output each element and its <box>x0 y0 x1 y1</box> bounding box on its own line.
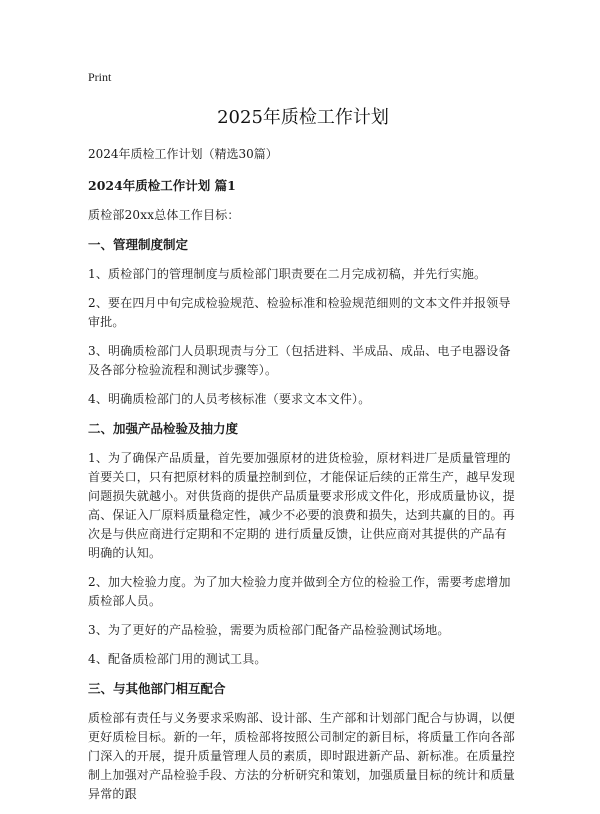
paragraph: 1、质检部门的管理制度与质检部门职责要在二月完成初稿，并先行实施。 <box>88 267 487 281</box>
section-heading-cooperation: 三、与其他部门相互配合 <box>88 681 226 696</box>
document-page <box>88 70 518 814</box>
page-title: 2025年质检工作计划 <box>217 107 389 128</box>
section-heading-management: 一、管理制度制定 <box>88 237 189 252</box>
paragraph: 质检部有责任与义务要求采购部、设计部、生产部和计划部门配合与协调，以便更好质检目标。新的一年，质检部将按照公司制定的新目标，将质量工作向各部门深入的开展，提升质量管理人员的素质，即时跟进新产品、新标准。在质量控制上加强对产品检验手段、方法的分析研究和策划，加强质量目标的统计和质量异常的跟 <box>88 711 516 801</box>
paragraph: 3、明确质检部门人员职现责与分工（包括进料、半成品、成品、电子电器设备及各部分检验流程和测试步骤等）。 <box>88 344 511 377</box>
paragraph: 2、加大检验力度。为了加大检验力度并做到全方位的检验工作，需要考虑增加质检部人员。 <box>88 575 511 608</box>
paragraph: 4、配备质检部门用的测试工具。 <box>88 652 267 666</box>
print-link[interactable]: Print <box>88 70 112 84</box>
document-subtitle: 2024年质检工作计划（精选30篇） <box>88 147 278 161</box>
paragraph: 2、要在四月中旬完成检验规范、检验标准和检验规范细则的文本文件并报领导审批。 <box>88 296 511 329</box>
intro-text: 质检部20xx总体工作目标： <box>88 208 240 222</box>
paragraph: 1、为了确保产品质量，首先要加强原材的进货检验，原材料进厂是质量管理的首要关口，只有把原材料的质量控制到位，才能保证后续的正常生产，越早发现问题损失就越小。对供货商的提供产品质量要求形成文件化，形成质量协议，提高、保证入厂原料质量稳定性，减少不必要的浪费和损失，达到共赢的目的。再次是与供应商进行定期和不定期的 进行质量反馈，让供应商对其提供的产品有明确的认知。 <box>88 451 516 560</box>
article-heading: 2024年质检工作计划 篇1 <box>88 178 236 193</box>
paragraph: 4、明确质检部门的人员考核标准（要求文本文件）。 <box>88 392 371 406</box>
section-heading-inspection: 二、加强产品检验及抽力度 <box>88 421 239 436</box>
paragraph: 3、为了更好的产品检验，需要为质检部门配备产品检验测试场地。 <box>88 623 450 637</box>
